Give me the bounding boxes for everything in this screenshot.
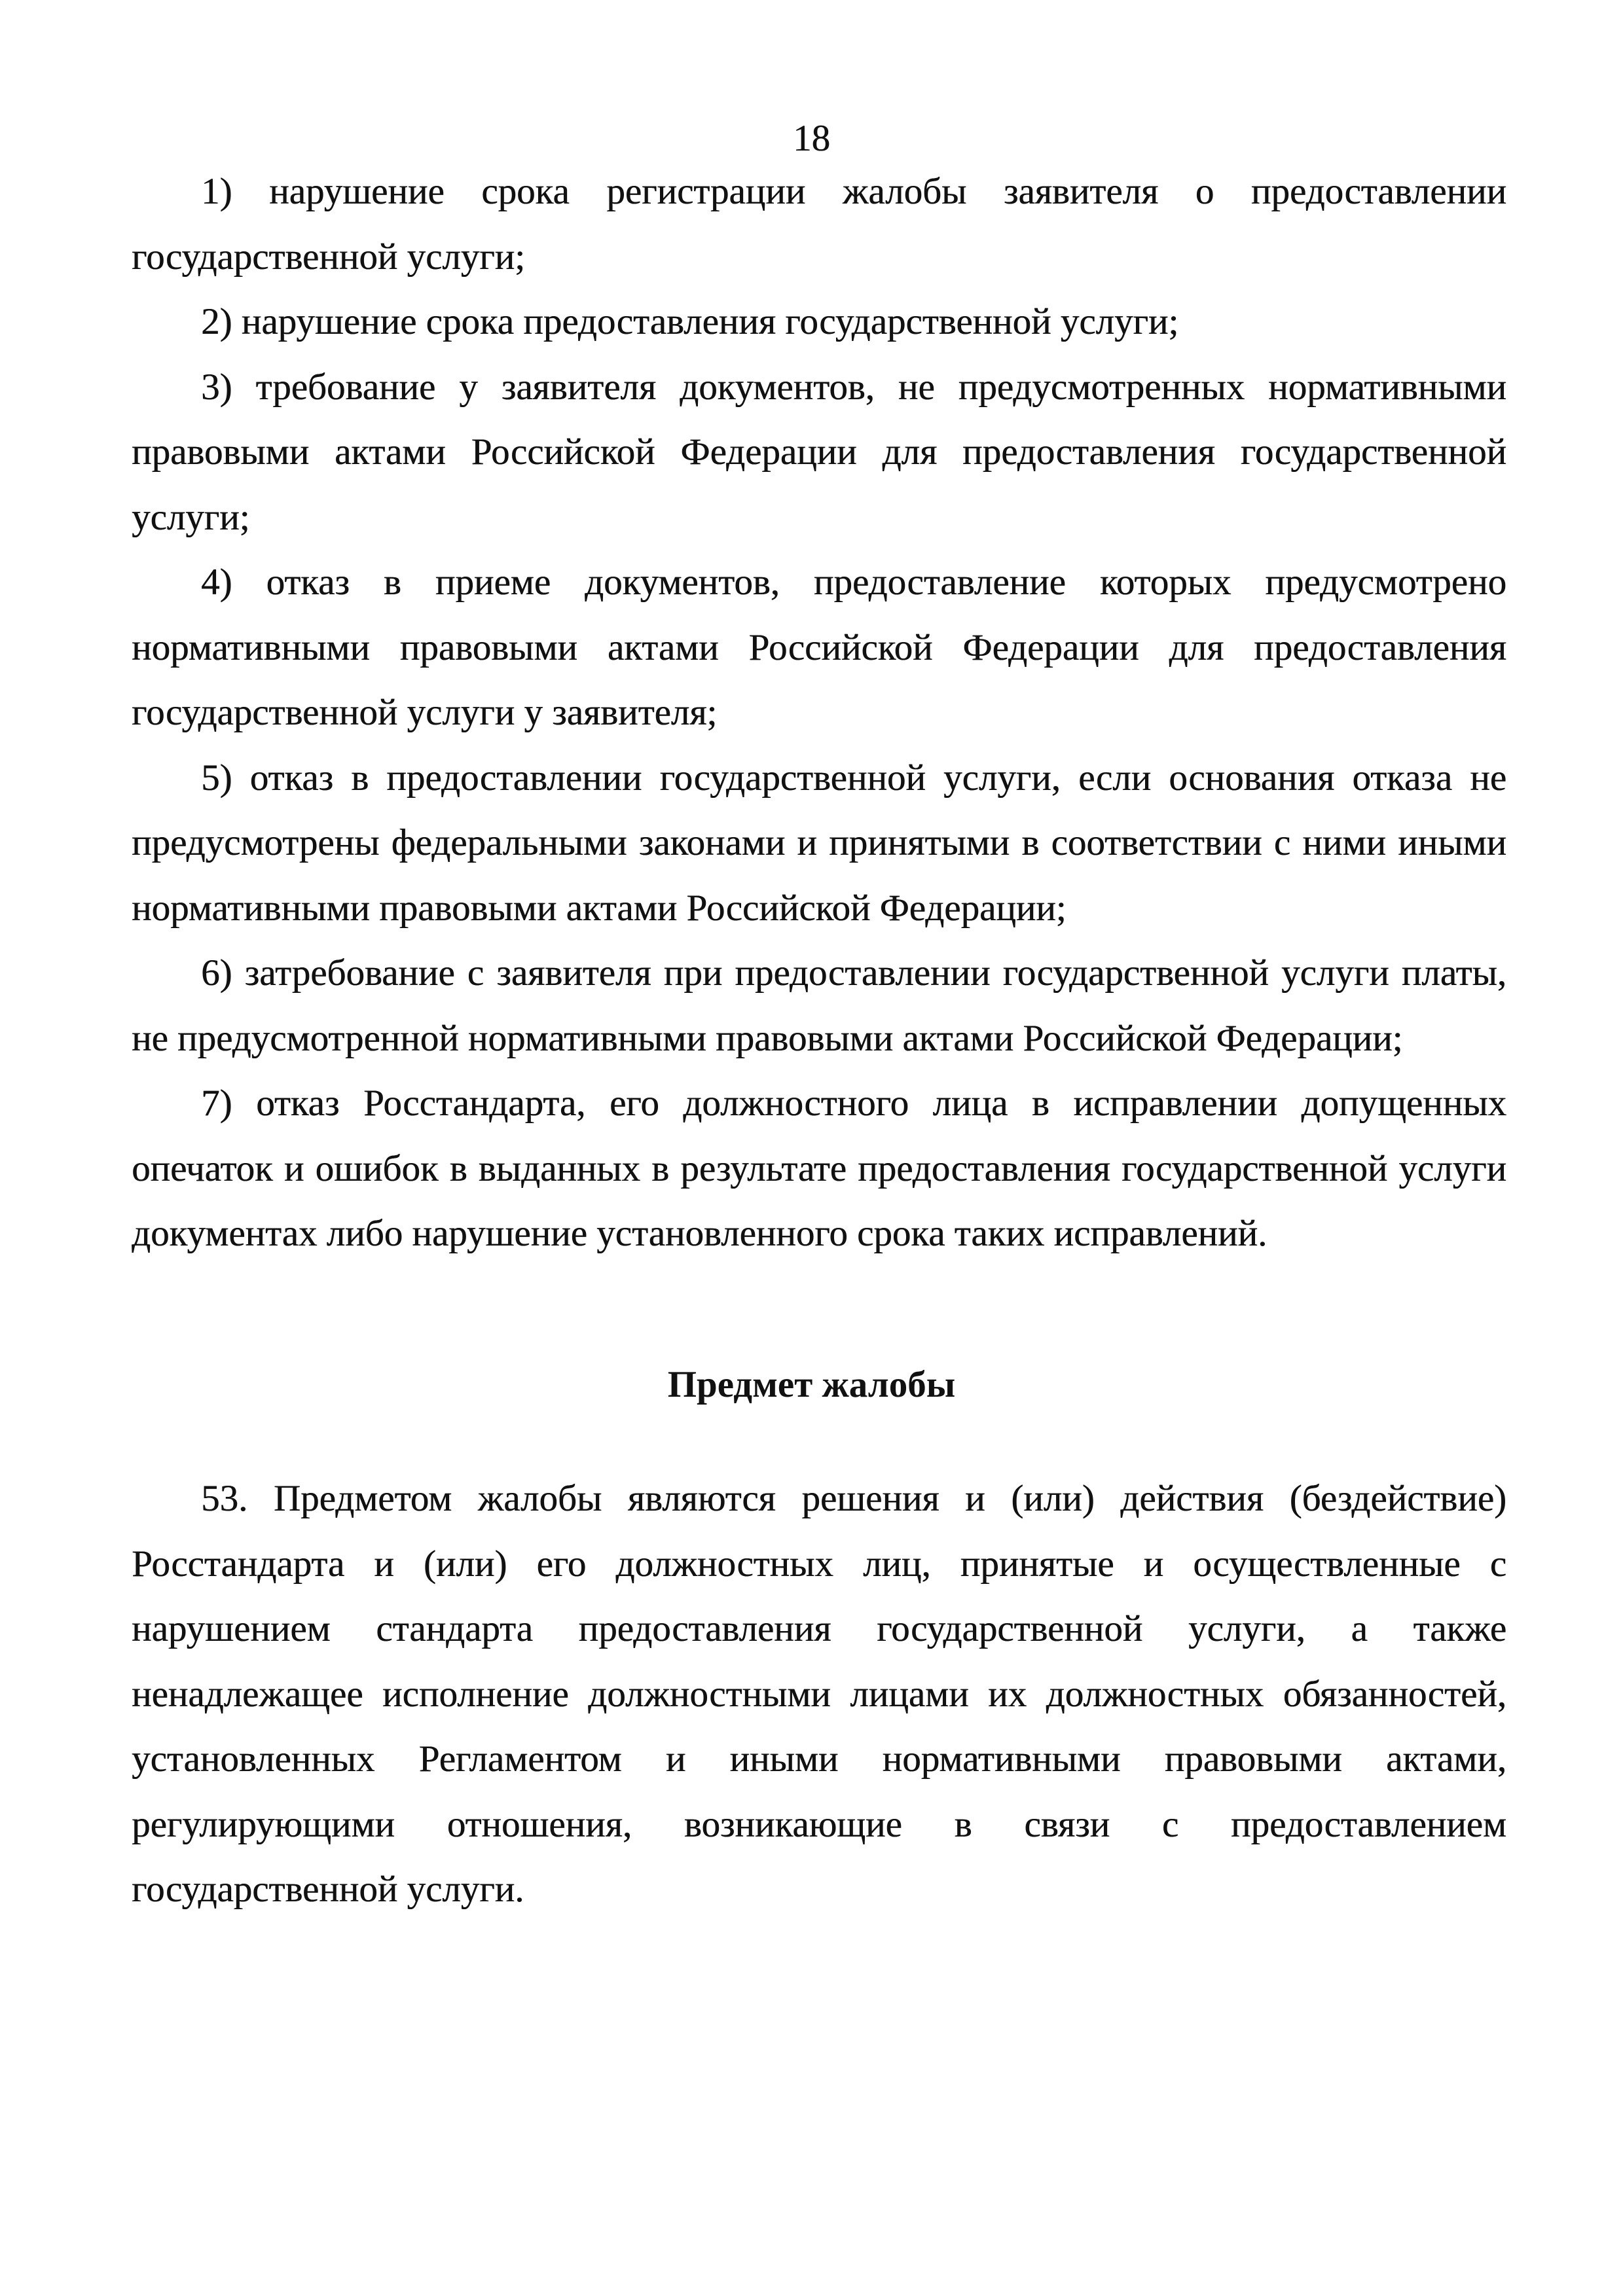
list-item-6: 6) затребование с заявителя при предоставлении государственной услуги платы, не предусмотренной нормативными правовыми актами Российской Федерации; bbox=[132, 952, 1506, 1059]
list-item-2: 2) нарушение срока предоставления государственной услуги; bbox=[201, 301, 1179, 342]
section-heading: Предмет жалобы bbox=[667, 1364, 956, 1405]
list-item-7: 7) отказ Росстандарта, его должностного лица в исправлении допущенных опечаток и ошибок в выданных в результате предоставления государственной услуги документах либо нарушение установленного срока таких исправлений. bbox=[132, 1083, 1506, 1254]
violation-list bbox=[132, 159, 1506, 1266]
section-body bbox=[132, 1466, 1506, 1922]
list-item-4: 4) отказ в приеме документов, предоставление которых предусмотрено нормативными правовыми актами Российской Федерации для предоставления государственной услуги у заявителя; bbox=[132, 562, 1506, 733]
list-item-1: 1) нарушение срока регистрации жалобы заявителя о предоставлении государственной услуги; bbox=[132, 171, 1506, 278]
page-number: 18 bbox=[793, 118, 830, 159]
list-item-5: 5) отказ в предоставлении государственной услуги, если основания отказа не предусмотрены федеральными законами и принятыми в соответствии с ними иными нормативными правовыми актами Российской Федерации; bbox=[132, 757, 1506, 929]
list-item-3: 3) требование у заявителя документов, не предусмотренных нормативными правовыми актами Российской Федерации для предоставления государственной услуги; bbox=[132, 366, 1506, 538]
paragraph-53: 53. Предметом жалобы являются решения и (или) действия (бездействие) Росстандарта и (или) его должностных лиц, принятые и осуществленные с нарушением стандарта предоставления государственной услуги, а также ненадлежащее исполнение должностными лицами их должностных обязанностей, установленных Регламентом и иными нормативными правовыми актами, регулирующими отношения, возникающие в связи с предоставлением государственной услуги. bbox=[132, 1478, 1506, 1910]
